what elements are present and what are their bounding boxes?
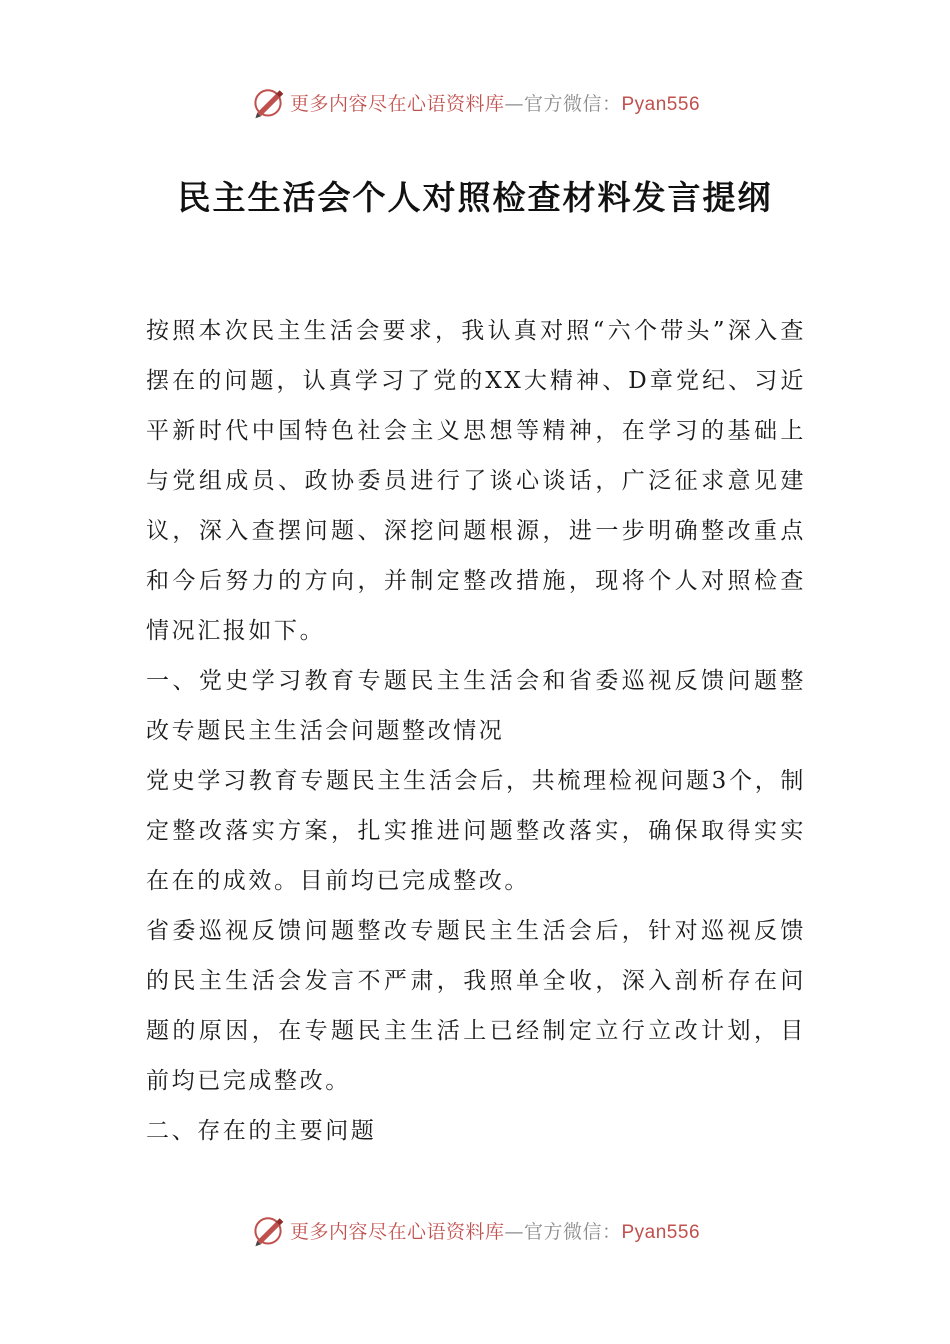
pen-circle-logo-icon <box>250 84 286 120</box>
body-paragraph: 党史学习教育专题民主生活会后，共梳理检视问题3个，制定整改落实方案，扎实推进问题整改落实，确保取得实实在在的成效。目前均已完成整改。 <box>146 768 806 894</box>
section-heading-2: 二、存在的主要问题 <box>146 1118 377 1144</box>
body-paragraph: 省委巡视反馈问题整改专题民主生活会后，针对巡视反馈的民主生活会发言不严肃，我照单全收，深入剖析存在问题的原因，在专题民主生活上已经制定立行立改计划，目前均已完成整改。 <box>146 918 806 1094</box>
pen-circle-logo-icon <box>250 1212 286 1248</box>
document-body <box>146 306 806 1156</box>
intro-paragraph: 按照本次民主生活会要求，我认真对照“六个带头”深入查摆在的问题，认真学习了党的XX大精神、D章党纪、习近平新时代中国特色社会主义思想等精神，在学习的基础上与党组成员、政协委员进行了谈心谈话，广泛征求意见建议，深入查摆问题、深挖问题根源，进一步明确整改重点和今后努力的方向，并制定整改措施，现将个人对照检查情况汇报如下。 <box>146 318 806 644</box>
watermark-text: 更多内容尽在心语资料库—官方微信：Pyan556 <box>289 92 701 115</box>
watermark-text: 更多内容尽在心语资料库—官方微信：Pyan556 <box>289 1220 701 1243</box>
section-heading-1: 一、党史学习教育专题民主生活会和省委巡视反馈问题整改专题民主生活会问题整改情况 <box>146 668 806 744</box>
footer-watermark-banner <box>0 1208 950 1252</box>
header-watermark-banner <box>0 80 950 124</box>
document-title: 民主生活会个人对照检查材料发言提纲 <box>177 178 773 217</box>
